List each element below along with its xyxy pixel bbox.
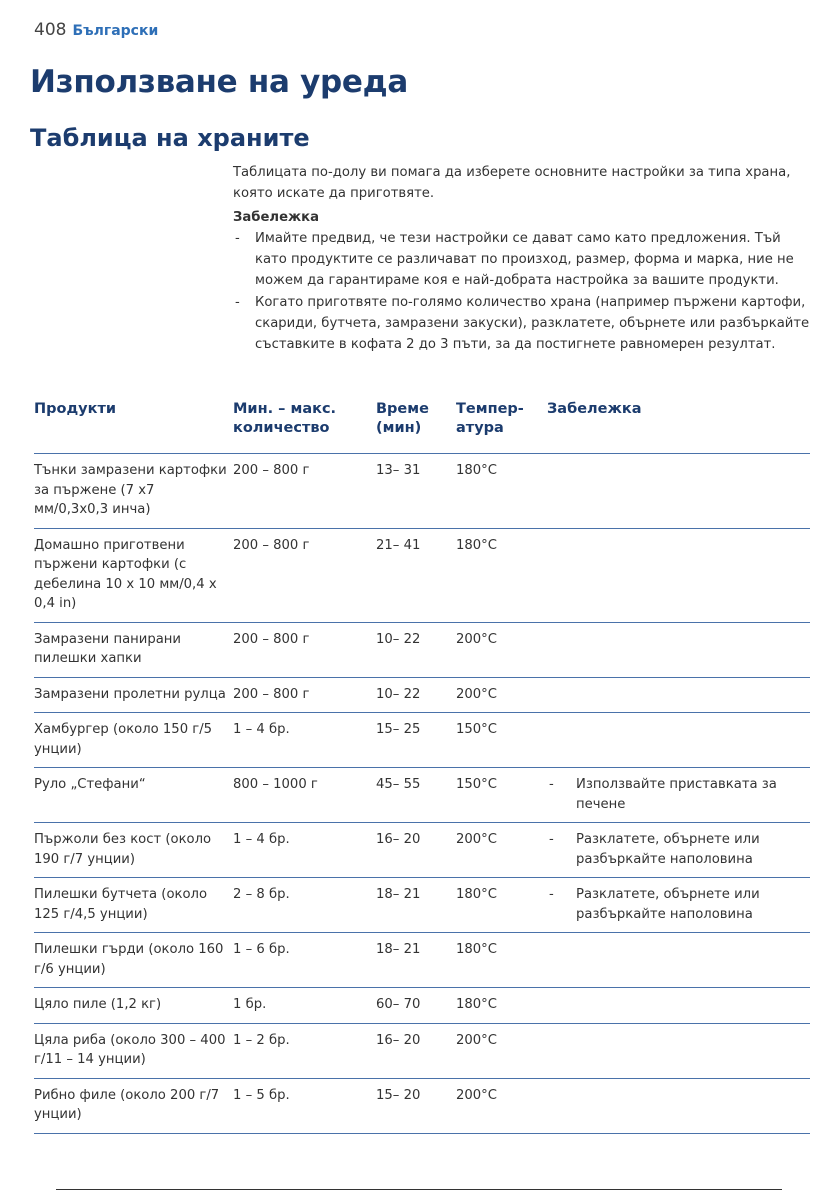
cell-note xyxy=(547,988,810,1023)
dash-bullet: - xyxy=(235,230,240,246)
food-table xyxy=(34,400,810,1134)
cell-quantity: 1 бр. xyxy=(233,997,267,1012)
cell-note xyxy=(547,678,810,713)
cell-time: 10– 22 xyxy=(376,686,421,702)
cell-temperature: 180°C xyxy=(456,463,497,478)
table-header xyxy=(34,400,810,454)
note-item xyxy=(547,885,810,924)
note-text: Разклатете, обърнете или разбъркайте наполовина xyxy=(576,887,760,922)
cell-note xyxy=(547,623,810,677)
table-row xyxy=(34,1024,810,1079)
table-row xyxy=(34,713,810,768)
cell-time: 13– 31 xyxy=(376,463,421,478)
cell-product: Хамбургер (около 150 г/5 унции) xyxy=(34,722,213,757)
cell-time: 45– 55 xyxy=(376,777,421,792)
table-row xyxy=(34,768,810,823)
cell-quantity: 1 – 2 бр. xyxy=(233,1032,290,1048)
cell-product: Пилешки гърди (около 160 г/6 унции) xyxy=(34,942,224,977)
table-row xyxy=(34,1079,810,1134)
cell-temperature: 200°C xyxy=(456,1032,497,1048)
cell-time: 16– 20 xyxy=(376,832,421,847)
table-row xyxy=(34,529,810,623)
note-item xyxy=(547,830,810,869)
cell-note xyxy=(547,768,810,822)
cell-temperature: 180°C xyxy=(456,537,497,553)
cell-note xyxy=(547,823,810,877)
cell-product: Замразени пролетни рулца xyxy=(34,686,226,702)
cell-note xyxy=(547,454,810,528)
cell-time: 15– 20 xyxy=(376,1087,421,1103)
header-note: Забележка xyxy=(547,401,642,417)
cell-quantity: 2 – 8 бр. xyxy=(233,887,290,902)
page-number: 408 xyxy=(34,20,67,40)
cell-temperature: 200°C xyxy=(456,631,497,647)
cell-note xyxy=(547,878,810,932)
cell-temperature: 180°C xyxy=(456,997,497,1012)
language-label: Български xyxy=(72,23,159,39)
header-quantity: Мин. – макс. количество xyxy=(233,401,337,436)
table-row xyxy=(34,988,810,1024)
cell-time: 10– 22 xyxy=(376,631,421,647)
cell-quantity: 800 – 1000 г xyxy=(233,777,318,792)
footer-rule xyxy=(56,1189,782,1190)
cell-product: Цяло пиле (1,2 кг) xyxy=(34,997,162,1012)
cell-quantity: 1 – 4 бр. xyxy=(233,722,290,737)
cell-product: Рибно филе (около 200 г/7 унции) xyxy=(34,1087,220,1122)
table-row xyxy=(34,678,810,714)
table-row xyxy=(34,933,810,988)
page-title: Използване на уреда xyxy=(30,64,408,100)
note-list xyxy=(233,228,813,356)
cell-note xyxy=(547,529,810,622)
cell-quantity: 200 – 800 г xyxy=(233,537,310,553)
table-row xyxy=(34,878,810,933)
cell-temperature: 150°C xyxy=(456,777,497,792)
cell-quantity: 200 – 800 г xyxy=(233,686,310,702)
dash-bullet: - xyxy=(235,294,240,310)
cell-quantity: 1 – 6 бр. xyxy=(233,942,290,957)
cell-product: Пилешки бутчета (около 125 г/4,5 унции) xyxy=(34,887,208,922)
section-title: Таблица на храните xyxy=(30,124,310,152)
table-row xyxy=(34,823,810,878)
cell-product: Тънки замразени картофки за пържене (7 x7 мм/0,3x0,3 инча) xyxy=(34,463,227,517)
note-item xyxy=(547,775,810,814)
header-time: Време (мин) xyxy=(376,401,429,436)
header-product: Продукти xyxy=(34,401,117,417)
page-header xyxy=(34,20,158,40)
cell-time: 18– 21 xyxy=(376,887,421,902)
table-row xyxy=(34,454,810,529)
intro-text: Таблицата по-долу ви помага да изберете основните настройки за типа храна, която искате да приготвяте. xyxy=(233,165,791,202)
cell-time: 15– 25 xyxy=(376,722,421,737)
note-text: Използвайте приставката за печене xyxy=(576,777,777,812)
cell-product: Руло „Стефани“ xyxy=(34,777,146,792)
cell-quantity: 1 – 4 бр. xyxy=(233,832,290,847)
cell-note xyxy=(547,1024,810,1078)
cell-temperature: 180°C xyxy=(456,887,497,902)
cell-quantity: 1 – 5 бр. xyxy=(233,1087,290,1103)
note-item xyxy=(233,292,813,356)
header-temperature: Темпер-атура xyxy=(456,401,524,436)
cell-product: Домашно приготвени пържени картофки (с дебелина 10 x 10 мм/0,4 x 0,4 in) xyxy=(34,537,217,611)
cell-product: Пържоли без кост (около 190 г/7 унции) xyxy=(34,832,212,867)
cell-temperature: 200°C xyxy=(456,1087,497,1103)
cell-temperature: 180°C xyxy=(456,942,497,957)
cell-note xyxy=(547,1079,810,1133)
note-text: Имайте предвид, че тези настройки се дават само като предложения. Тъй като продуктите се различават по произход, размер, форма и марка, ние не можем да гарантираме коя е най-добрата настройка за вашите продукти. xyxy=(255,230,794,289)
cell-quantity: 200 – 800 г xyxy=(233,463,310,478)
intro-block xyxy=(233,162,813,356)
cell-time: 21– 41 xyxy=(376,537,421,553)
dash-bullet: - xyxy=(549,887,554,902)
note-text: Когато приготвяте по-голямо количество храна (например пържени картофи, скариди, бутчета, замразени закуски), разклатете, обърнете или разбъркайте съставките в кофата 2 до 3 пъти, за да постигнете равномерен резултат. xyxy=(255,294,810,353)
table-row xyxy=(34,623,810,678)
cell-product: Цяла риба (около 300 – 400 г/11 – 14 унции) xyxy=(34,1032,226,1067)
note-label: Забележка xyxy=(233,209,319,225)
cell-time: 16– 20 xyxy=(376,1032,421,1048)
cell-time: 18– 21 xyxy=(376,942,421,957)
cell-product: Замразени панирани пилешки хапки xyxy=(34,631,181,666)
dash-bullet: - xyxy=(549,832,554,847)
cell-quantity: 200 – 800 г xyxy=(233,631,310,647)
cell-temperature: 150°C xyxy=(456,722,497,737)
table-body xyxy=(34,454,810,1134)
cell-temperature: 200°C xyxy=(456,832,497,847)
dash-bullet: - xyxy=(549,777,554,792)
cell-time: 60– 70 xyxy=(376,997,421,1012)
note-text: Разклатете, обърнете или разбъркайте наполовина xyxy=(576,832,760,867)
cell-note xyxy=(547,933,810,987)
cell-note xyxy=(547,713,810,767)
cell-temperature: 200°C xyxy=(456,686,497,702)
note-item xyxy=(233,228,813,292)
